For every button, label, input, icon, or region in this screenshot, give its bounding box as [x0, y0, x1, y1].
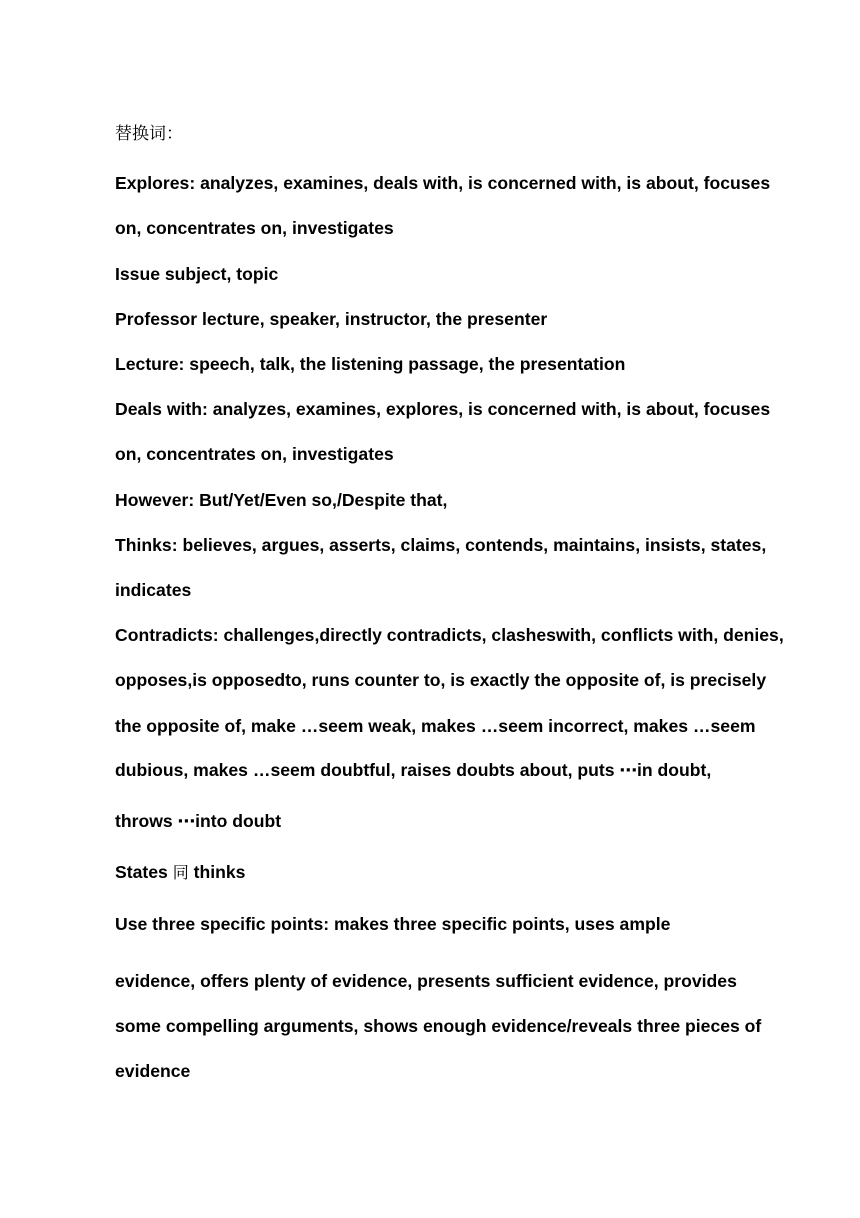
states-cjk: 同	[172, 863, 189, 882]
text-line: indicates	[115, 580, 192, 600]
text-line: dubious, makes …seem doubtful, raises doubts about, puts ⋯in doubt,	[115, 760, 712, 780]
states-before: States	[115, 862, 173, 882]
text-line: Deals with: analyzes, examines, explores, is concerned with, is about, focuses	[115, 399, 771, 419]
text-line: on, concentrates on, investigates	[115, 444, 394, 464]
states-line	[115, 861, 245, 884]
text-line: evidence, offers plenty of evidence, presents sufficient evidence, provides	[115, 971, 737, 991]
text-line: Professor lecture, speaker, instructor, the presenter	[115, 309, 548, 329]
text-line: Thinks: believes, argues, asserts, claims, contends, maintains, insists, states,	[115, 535, 767, 555]
text-line: Issue subject, topic	[115, 264, 279, 284]
text-line: opposes,is opposedto, runs counter to, is exactly the opposite of, is precisely	[115, 670, 767, 690]
text-line: However: But/Yet/Even so,/Despite that,	[115, 490, 448, 510]
heading: 替换词：	[115, 124, 183, 144]
text-line: Lecture: speech, talk, the listening passage, the presentation	[115, 354, 626, 374]
text-line: Contradicts: challenges,directly contradicts, clasheswith, conflicts with, denies,	[115, 625, 784, 645]
text-line: Explores: analyzes, examines, deals with, is concerned with, is about, focuses	[115, 173, 771, 193]
text-line: throws ⋯into doubt	[115, 811, 282, 831]
text-line: evidence	[115, 1061, 191, 1081]
text-line: some compelling arguments, shows enough evidence/reveals three pieces of	[115, 1016, 762, 1036]
text-line: on, concentrates on, investigates	[115, 218, 394, 238]
text-line: the opposite of, make …seem weak, makes …seem incorrect, makes …seem	[115, 716, 756, 736]
text-line: Use three specific points: makes three specific points, uses ample	[115, 914, 671, 934]
states-after: thinks	[188, 862, 246, 882]
